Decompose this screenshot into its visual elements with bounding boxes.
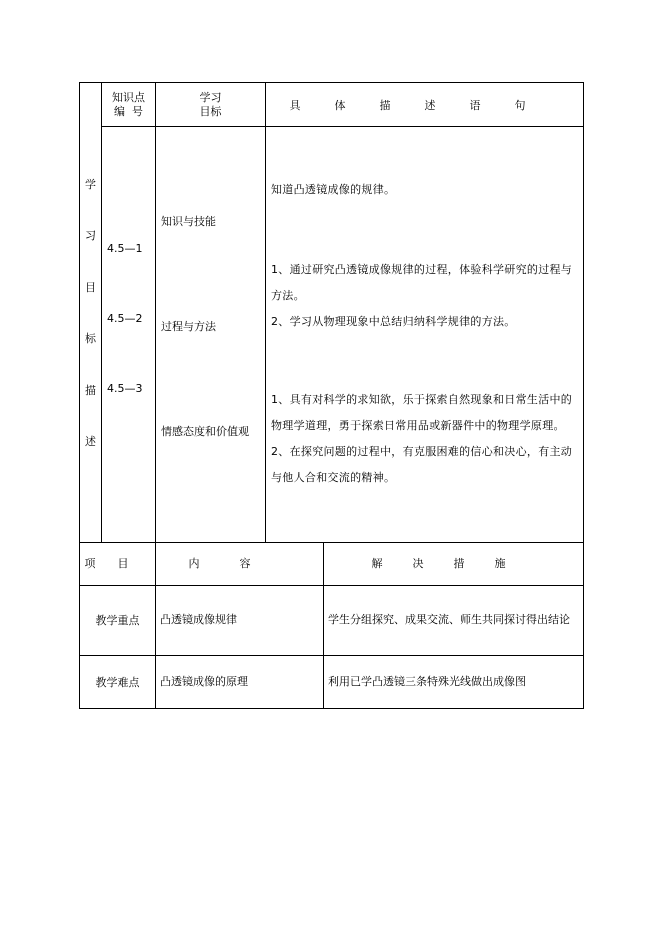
row-item: 教学重点 [80,585,156,655]
goal-knowledge: 知识与技能 [161,215,216,228]
goal-header: 学习 目标 [156,83,266,127]
side-label-char: 描 [85,384,96,397]
side-label-cell [80,83,102,543]
desc-process-1a: 1、通过研究凸透镜成像规律的过程，体验科学研究的过程与 [271,263,573,276]
code-2: 4.5—2 [107,312,143,325]
row-measures: 利用已学凸透镜三条特殊光线做出成像图 [324,655,584,708]
measures-header: 解决措施 [324,542,584,585]
desc-knowledge: 知道凸透镜成像的规律。 [271,183,396,196]
objectives-table [79,82,584,543]
side-label-char: 习 [85,229,96,242]
table-row [80,585,584,655]
desc-process-1b: 方法。 [271,289,305,302]
table-row [80,655,584,708]
goal-attitude: 情感态度和价值观 [161,425,249,438]
row-item: 教学难点 [80,655,156,708]
row-content: 凸透镜成像的原理 [156,655,324,708]
focus-table [79,542,584,709]
goal-column [156,127,266,543]
code-1: 4.5—1 [107,242,143,255]
row-content: 凸透镜成像规律 [156,585,324,655]
goal-process: 过程与方法 [161,320,216,333]
side-label-char: 目 [85,281,96,294]
row-measures: 学生分组探究、成果交流、师生共同探讨得出结论 [324,585,584,655]
content-header: 内容 [156,542,324,585]
side-label-char: 标 [85,332,96,345]
desc-attitude-2b: 与他人合和交流的精神。 [271,471,396,484]
code-header: 知识点 编 号 [102,83,156,127]
item-header: 项目 [80,542,156,585]
desc-process-2: 2、学习从物理现象中总结归纳科学规律的方法。 [271,315,516,328]
desc-attitude-1b: 物理学道理，勇于探索日常用品或新器件中的物理学原理。 [271,419,565,432]
code-column [102,127,156,543]
side-label-char: 述 [85,435,96,448]
desc-attitude-2a: 2、在探究问题的过程中，有克服困难的信心和决心，有主动 [271,445,573,458]
desc-attitude-1a: 1、具有对科学的求知欲，乐于探索自然现象和日常生活中的 [271,393,573,406]
side-label-char: 学 [85,178,96,191]
description-column [266,127,584,543]
code-3: 4.5—3 [107,382,143,395]
description-header: 具体描述语句 [266,83,584,127]
